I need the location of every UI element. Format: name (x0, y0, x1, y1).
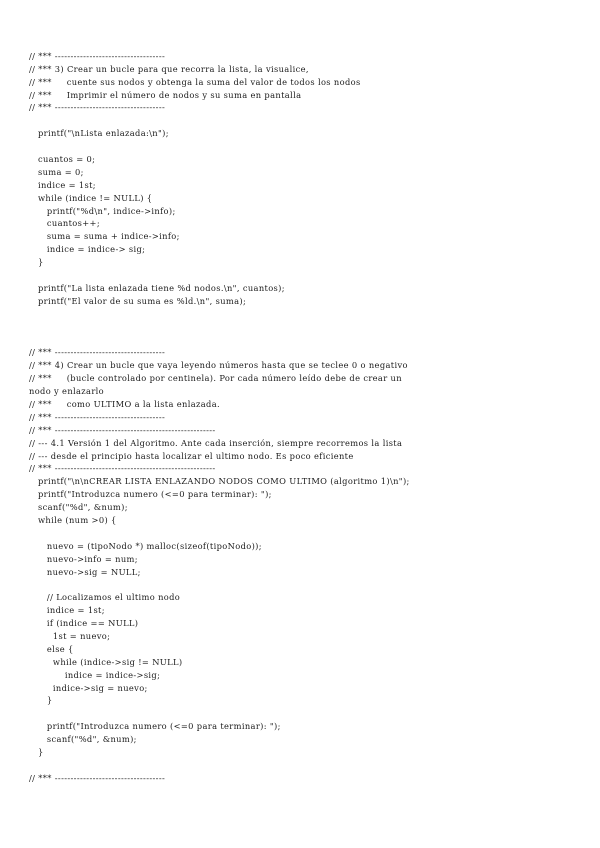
code-line: // *** cuente sus nodos y obtenga la suma del valor de todos los nodos (29, 76, 361, 87)
code-line (29, 321, 589, 334)
code-line (29, 527, 589, 540)
code-line: // --- 4.1 Versión 1 del Algoritmo. Ante cada inserción, siempre recorremos la lista (29, 437, 403, 448)
code-line: suma = 0; (29, 166, 84, 177)
code-line: // *** 4) Crear un bucle que vaya leyendo números hasta que se teclee 0 o negativo (29, 360, 408, 371)
code-line: suma = suma + indice->info; (29, 231, 180, 242)
code-line: // *** como ULTIMO a la lista enlazada. (29, 398, 220, 409)
code-line: } (29, 257, 44, 268)
code-line: // Localizamos el ultimo nodo (29, 592, 181, 603)
code-line: // *** ----------------------------------- (29, 102, 166, 113)
code-line: nuevo = (tipoNodo *) malloc(sizeof(tipoNodo)); (29, 540, 262, 551)
code-line: } (29, 746, 44, 757)
source-code-listing (29, 37, 589, 785)
code-line (29, 707, 589, 720)
code-line: // --- desde el principio hasta localizar el ultimo nodo. Es poco eficiente (29, 450, 354, 461)
code-line: printf("%d\n", indice->info); (29, 205, 176, 216)
code-line: indice = indice-> sig; (29, 244, 146, 255)
code-line: // *** 3) Crear un bucle para que recorra la lista, la visualice, (29, 63, 309, 74)
code-line: printf("Introduzca numero (<=0 para terminar): "); (29, 489, 272, 500)
code-line (29, 308, 589, 321)
code-line: // *** --------------------------------------------------- (29, 424, 216, 435)
code-line: nuevo->sig = NULL; (29, 566, 141, 577)
code-line: // *** ----------------------------------- (29, 411, 166, 422)
code-line: indice = 1st; (29, 605, 105, 616)
code-line: nodo y enlazarlo (29, 386, 104, 397)
code-line: // *** ----------------------------------- (29, 50, 166, 61)
code-line: } (29, 695, 53, 706)
code-line: printf("Introduzca numero (<=0 para terminar): "); (29, 721, 281, 732)
code-line: printf("\n\nCREAR LISTA ENLAZANDO NODOS COMO ULTIMO (algoritmo 1)\n"); (29, 476, 410, 487)
code-line: printf("\nLista enlazada:\n"); (29, 128, 169, 139)
code-line: if (indice == NULL) (29, 618, 139, 629)
code-line: // *** (bucle controlado por centinela). Por cada número leído debe de crear un (29, 373, 402, 384)
code-line: while (indice != NULL) { (29, 192, 153, 203)
code-line: // *** ----------------------------------- (29, 772, 166, 783)
code-line: // *** ----------------------------------- (29, 347, 166, 358)
code-line (29, 578, 589, 591)
code-line: cuantos++; (29, 218, 100, 229)
code-line: // *** Imprimir el número de nodos y su suma en pantalla (29, 89, 302, 100)
code-line (29, 759, 589, 772)
code-line: while (num >0) { (29, 514, 117, 525)
code-line: nuevo->info = num; (29, 553, 138, 564)
code-line (29, 37, 589, 50)
code-line: // *** --------------------------------------------------- (29, 463, 216, 474)
code-line: indice->sig = nuevo; (29, 682, 148, 693)
code-line (29, 269, 589, 282)
code-line (29, 114, 589, 127)
code-line: 1st = nuevo; (29, 630, 111, 641)
code-line: else { (29, 643, 74, 654)
code-line: while (indice->sig != NULL) (29, 656, 183, 667)
code-line: scanf("%d", &num); (29, 734, 137, 745)
code-line: cuantos = 0; (29, 154, 96, 165)
code-line (29, 333, 589, 346)
code-line: indice = 1st; (29, 179, 96, 190)
code-line: scanf("%d", &num); (29, 502, 128, 513)
code-line: printf("El valor de su suma es %ld.\n", suma); (29, 295, 247, 306)
code-line: printf("La lista enlazada tiene %d nodos.\n", cuantos); (29, 282, 285, 293)
code-line (29, 140, 589, 153)
code-line: indice = indice->sig; (29, 669, 161, 680)
